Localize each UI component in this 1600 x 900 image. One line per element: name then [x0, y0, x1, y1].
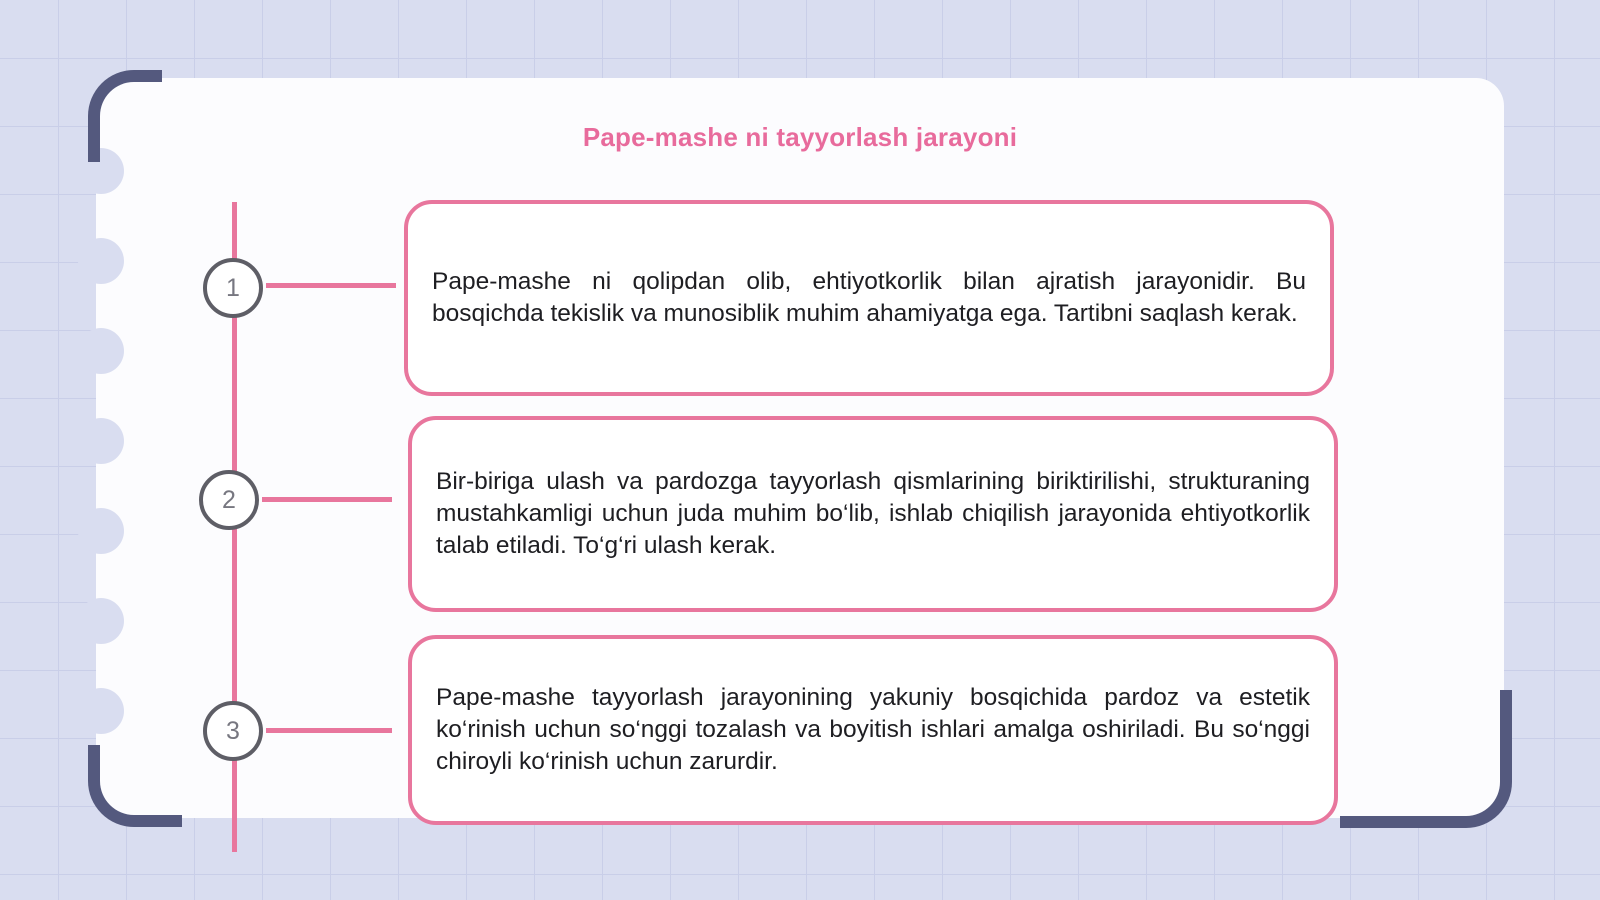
timeline-connector — [266, 283, 396, 288]
step-description: Pape-mashe ni qolipdan olib, ehtiyotkorlik bilan ajratish jarayonidir. Bu bosqichda tekislik va munosiblik muhim ahamiyatga ega. Tartibni saqlash kerak. — [432, 268, 1306, 327]
card-notch — [78, 418, 124, 464]
step-description: Bir-biriga ulash va pardozga tayyorlash qismlarining biriktirilishi, strukturaning mustahkamligi uchun juda muhim bo‘lib, ishlab chiqilish jarayonida ehtiyotkorlik talab etiladi. To‘g‘ri ulash kerak. — [436, 468, 1310, 559]
timeline-connector — [262, 497, 392, 502]
step-card — [404, 200, 1334, 396]
timeline-connector — [266, 728, 392, 733]
step-number-badge: 1 — [203, 258, 263, 318]
step-number-badge: 3 — [203, 701, 263, 761]
card-notch — [78, 238, 124, 284]
step-number-badge: 2 — [199, 470, 259, 530]
card-notch — [78, 508, 124, 554]
step-card — [408, 416, 1338, 612]
card-notch — [78, 598, 124, 644]
step-card — [408, 635, 1338, 825]
corner-bracket-bottom-left — [88, 745, 182, 827]
corner-bracket-bottom-right — [1340, 690, 1512, 828]
slide-title: Pape-mashe ni tayyorlash jarayoni — [582, 122, 1018, 152]
card-notch — [78, 688, 124, 734]
card-notch — [78, 328, 124, 374]
step-description: Pape-mashe tayyorlash jarayonining yakuniy bosqichida pardoz va estetik ko‘rinish uchun so‘nggi tozalash va boyitish ishlari amalga oshiriladi. Bu so‘nggi chiroyli ko‘rinish uchun zarurdir. — [436, 684, 1310, 775]
corner-bracket-top-left — [88, 70, 162, 162]
